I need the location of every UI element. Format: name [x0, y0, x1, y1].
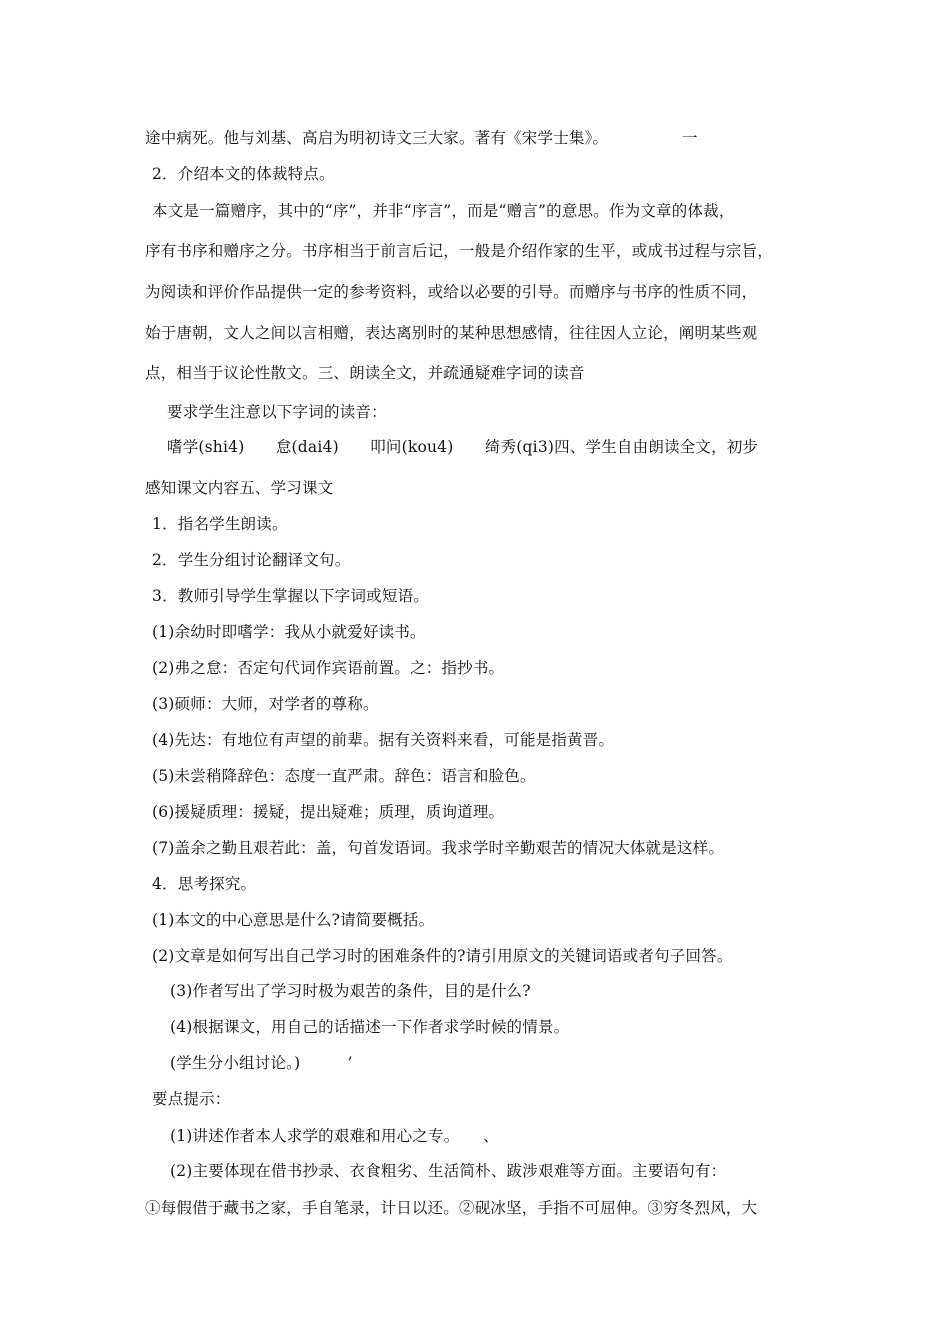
text-line-30: ①每假借于藏书之家，手自笔录，计日以还。②砚冰坚，手指不可屈伸。③穷冬烈风，大: [145, 1199, 758, 1217]
text-line-25: (4)根据课文，用自己的话描述一下作者求学时候的情景。: [170, 1018, 570, 1036]
text-line-8: 要求学生注意以下字词的读音：: [167, 403, 387, 421]
text-line-24: (3)作者写出了学习时极为艰苦的条件，目的是什么?: [170, 982, 531, 1000]
text-line-26: (学生分小组讨论。) ’: [170, 1054, 353, 1072]
text-line-21: 4．思考探究。: [152, 875, 257, 893]
text-line-4: 序有书序和赠序之分。书序相当于前言后记，一般是介绍作家的生平，或成书过程与宗旨，: [145, 242, 774, 260]
text-line-2: 2．介绍本文的体裁特点。: [152, 165, 335, 183]
text-line-1: 途中病死。他与刘基、高启为明初诗文三大家。著有《宋学士集》。: [145, 129, 609, 147]
text-line-23: (2)文章是如何写出自己学习时的困难条件的?请引用原文的关键词语或者句子回答。: [152, 947, 733, 965]
text-line-19: (6)援疑质理：援疑，提出疑难；质理，质询道理。: [152, 803, 505, 821]
text-line-6: 始于唐朝，文人之间以言相赠，表达离别时的某种思想感情，往往因人立论，阐明某些观: [145, 324, 758, 342]
text-line-16: (3)硕师：大师，对学者的尊称。: [152, 695, 379, 713]
text-line-20: (7)盖余之勤且艰若此：盖，句首发语词。我求学时辛勤艰苦的情况大体就是这样。: [152, 839, 725, 857]
stray-mark: 一: [682, 129, 698, 147]
text-line-17: (4)先达：有地位有声望的前辈。据有关资料来看，可能是指黄晋。: [152, 731, 615, 749]
text-line-29: (2)主要体现在借书抄录、衣食粗劣、生活简朴、跋涉艰难等方面。主要语句有：: [170, 1162, 727, 1180]
text-line-27: 要点提示：: [152, 1090, 231, 1108]
text-line-10: 感知课文内容五、学习课文: [145, 479, 334, 497]
text-line-28: (1)讲述作者本人求学的艰难和用心之专。 、: [170, 1127, 499, 1145]
text-line-5: 为阅读和评价作品提供一定的参考资料，或给以必要的引导。而赠序与书序的性质不同，: [145, 283, 758, 301]
text-line-22: (1)本文的中心意思是什么?请简要概括。: [152, 911, 435, 929]
text-line-18: (5)未尝稍降辞色：态度一直严肃。辞色：语言和脸色。: [152, 767, 536, 785]
text-line-7: 点，相当于议论性散文。三、朗读全文，并疏通疑难字词的读音: [145, 364, 585, 382]
text-line-15: (2)弗之怠：否定句代词作宾语前置。之：指抄书。: [152, 659, 505, 677]
text-line-14: (1)余幼时即嗜学：我从小就爱好读书。: [152, 623, 426, 641]
text-line-12: 2．学生分组讨论翻译文句。: [152, 551, 351, 569]
text-line-3: 本文是一篇赠序，其中的“序”，并非“序言”，而是“赠言”的意思。作为文章的体裁，: [152, 202, 735, 220]
text-line-11: 1．指名学生朗读。: [152, 515, 288, 533]
text-line-13: 3．教师引导学生掌握以下字词或短语。: [152, 587, 429, 605]
text-line-9: 嗜学(shi4) 怠(dai4) 叩问(kou4) 绮秀(qi3)四、学生自由朗读全文，初步: [167, 438, 759, 456]
